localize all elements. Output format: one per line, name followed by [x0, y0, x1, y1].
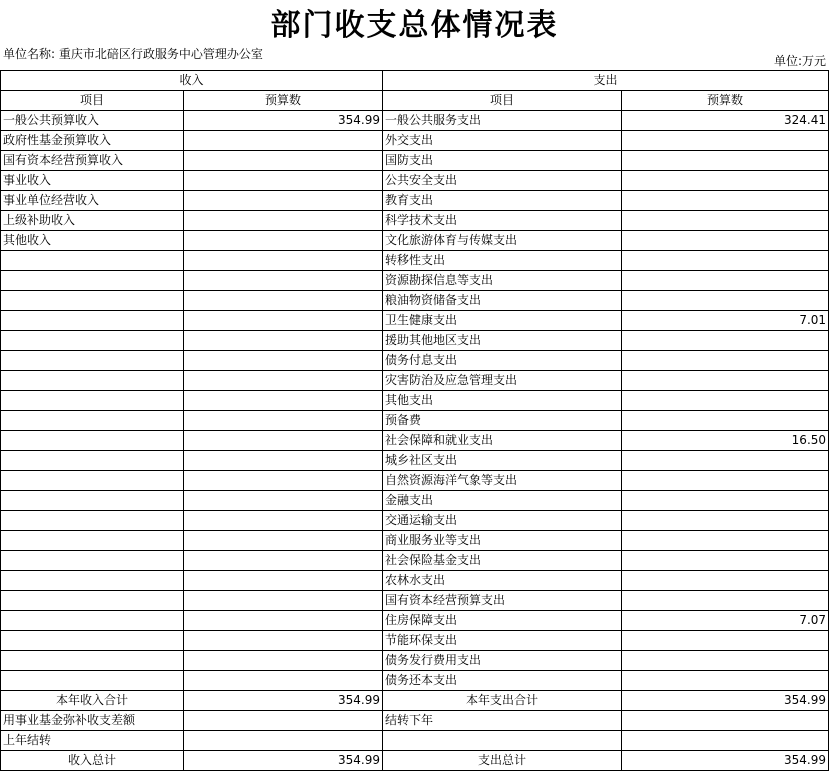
income-amount-cell: [184, 391, 383, 411]
table-row: [1, 191, 829, 211]
income-amount-cell: [184, 171, 383, 191]
expense-item-cell: 教育支出: [383, 191, 622, 211]
expense-amount-cell: [622, 511, 829, 531]
income-amount-cell: [184, 711, 383, 731]
expense-item-cell: [383, 731, 622, 751]
income-amount-cell: 354.99: [184, 111, 383, 131]
table-row: [1, 611, 829, 631]
summary-row: [1, 751, 829, 771]
income-item-cell: 一般公共预算收入: [1, 111, 184, 131]
expense-amount-cell: 324.41: [622, 111, 829, 131]
expense-amount-cell: 16.50: [622, 431, 829, 451]
summary-row: [1, 731, 829, 751]
expense-amount-cell: [622, 331, 829, 351]
income-amount-cell: [184, 731, 383, 751]
income-section-header: 收入: [1, 71, 383, 91]
expense-item-cell: 本年支出合计: [383, 691, 622, 711]
income-amount-cell: [184, 531, 383, 551]
income-amount-cell: [184, 471, 383, 491]
expense-amount-cell: [622, 451, 829, 471]
income-amount-cell: [184, 671, 383, 691]
table-row: [1, 531, 829, 551]
expense-item-cell: 自然资源海洋气象等支出: [383, 471, 622, 491]
income-item-cell: [1, 631, 184, 651]
unit-label: 单位:万元: [773, 54, 826, 68]
expense-item-cell: 公共安全支出: [383, 171, 622, 191]
expense-item-cell: 债务付息支出: [383, 351, 622, 371]
expense-item-cell: 科学技术支出: [383, 211, 622, 231]
table-row: [1, 291, 829, 311]
income-item-cell: 上级补助收入: [1, 211, 184, 231]
income-amount-cell: [184, 571, 383, 591]
table-row: [1, 471, 829, 491]
income-amount-cell: [184, 371, 383, 391]
expense-amount-cell: [622, 571, 829, 591]
income-item-cell: 国有资本经营预算收入: [1, 151, 184, 171]
expense-amount-cell: [622, 171, 829, 191]
table-row: [1, 491, 829, 511]
income-amount-cell: [184, 271, 383, 291]
income-item-cell: [1, 311, 184, 331]
expense-amount-cell: 354.99: [622, 691, 829, 711]
expense-amount-cell: [622, 371, 829, 391]
income-amount-cell: [184, 351, 383, 371]
income-amount-cell: [184, 611, 383, 631]
table-row: [1, 511, 829, 531]
expense-item-cell: 农林水支出: [383, 571, 622, 591]
income-item-cell: [1, 331, 184, 351]
income-amount-cell: [184, 231, 383, 251]
expense-item-cell: 社会保障和就业支出: [383, 431, 622, 451]
expense-amount-cell: [622, 251, 829, 271]
expense-item-cell: 预备费: [383, 411, 622, 431]
income-item-cell: [1, 391, 184, 411]
table-row: [1, 351, 829, 371]
income-amount-cell: [184, 211, 383, 231]
expense-amount-cell: [622, 211, 829, 231]
budget-table: [0, 70, 829, 771]
table-row: [1, 671, 829, 691]
expense-item-cell: 支出总计: [383, 751, 622, 771]
expense-amount-cell: [622, 471, 829, 491]
expense-amount-cell: [622, 151, 829, 171]
expense-item-cell: 外交支出: [383, 131, 622, 151]
income-amount-cell: [184, 251, 383, 271]
expense-amount-cell: [622, 411, 829, 431]
table-row: [1, 311, 829, 331]
expense-item-cell: 转移性支出: [383, 251, 622, 271]
income-amount-cell: [184, 131, 383, 151]
table-row: [1, 631, 829, 651]
table-row: [1, 371, 829, 391]
income-item-cell: 事业单位经营收入: [1, 191, 184, 211]
expense-item-cell: 灾害防治及应急管理支出: [383, 371, 622, 391]
income-item-cell: [1, 431, 184, 451]
income-item-cell: [1, 451, 184, 471]
table-row: [1, 171, 829, 191]
expense-section-header: 支出: [383, 71, 829, 91]
expense-amount-cell: 354.99: [622, 751, 829, 771]
table-row: [1, 391, 829, 411]
table-row: [1, 251, 829, 271]
income-item-cell: [1, 651, 184, 671]
expense-amount-cell: [622, 531, 829, 551]
expense-amount-cell: [622, 591, 829, 611]
expense-item-cell: 债务发行费用支出: [383, 651, 622, 671]
income-item-cell: 事业收入: [1, 171, 184, 191]
income-amount-cell: 354.99: [184, 691, 383, 711]
table-row: [1, 111, 829, 131]
income-amount-cell: [184, 331, 383, 351]
table-row: [1, 211, 829, 231]
unit-name: 单位名称: 重庆市北碚区行政服务中心管理办公室: [3, 47, 263, 61]
table-row: [1, 651, 829, 671]
expense-item-cell: 粮油物资储备支出: [383, 291, 622, 311]
expense-item-cell: 社会保险基金支出: [383, 551, 622, 571]
expense-item-cell: 卫生健康支出: [383, 311, 622, 331]
income-item-cell: [1, 531, 184, 551]
income-amount-cell: 354.99: [184, 751, 383, 771]
income-amount-cell: [184, 411, 383, 431]
expense-item-header: 项目: [383, 91, 622, 111]
expense-item-cell: 住房保障支出: [383, 611, 622, 631]
expense-item-cell: 交通运输支出: [383, 511, 622, 531]
table-row: [1, 451, 829, 471]
table-row: [1, 551, 829, 571]
income-amount-cell: [184, 431, 383, 451]
table-row: [1, 591, 829, 611]
income-item-cell: [1, 291, 184, 311]
report-title: 部门收支总体情况表: [270, 8, 559, 43]
table-row: [1, 151, 829, 171]
table-row: [1, 571, 829, 591]
income-item-cell: [1, 411, 184, 431]
expense-amount-cell: [622, 491, 829, 511]
expense-amount-cell: 7.07: [622, 611, 829, 631]
expense-item-cell: 一般公共服务支出: [383, 111, 622, 131]
table-row: [1, 331, 829, 351]
income-amount-cell: [184, 491, 383, 511]
expense-amount-cell: [622, 351, 829, 371]
expense-amount-cell: [622, 231, 829, 251]
expense-amount-cell: [622, 271, 829, 291]
expense-amount-cell: [622, 671, 829, 691]
expense-item-cell: 援助其他地区支出: [383, 331, 622, 351]
expense-item-cell: 城乡社区支出: [383, 451, 622, 471]
income-item-cell: 上年结转: [1, 731, 184, 751]
income-item-header: 项目: [1, 91, 184, 111]
income-amount-cell: [184, 291, 383, 311]
income-amount-cell: [184, 511, 383, 531]
income-item-cell: [1, 271, 184, 291]
income-amount-cell: [184, 651, 383, 671]
table-row: [1, 231, 829, 251]
income-amount-cell: [184, 151, 383, 171]
income-item-cell: [1, 551, 184, 571]
summary-row: [1, 691, 829, 711]
expense-amount-cell: [622, 631, 829, 651]
expense-item-cell: 商业服务业等支出: [383, 531, 622, 551]
income-item-cell: [1, 671, 184, 691]
income-item-cell: 其他收入: [1, 231, 184, 251]
expense-amount-cell: [622, 711, 829, 731]
income-amount-cell: [184, 551, 383, 571]
expense-budget-header: 预算数: [622, 91, 829, 111]
expense-item-cell: 资源勘探信息等支出: [383, 271, 622, 291]
income-amount-cell: [184, 191, 383, 211]
income-item-cell: [1, 571, 184, 591]
expense-item-cell: 节能环保支出: [383, 631, 622, 651]
income-item-cell: [1, 611, 184, 631]
income-item-cell: 用事业基金弥补收支差额: [1, 711, 184, 731]
expense-item-cell: 国有资本经营预算支出: [383, 591, 622, 611]
income-item-cell: [1, 591, 184, 611]
expense-item-cell: 文化旅游体育与传媒支出: [383, 231, 622, 251]
expense-item-cell: 债务还本支出: [383, 671, 622, 691]
income-item-cell: 收入总计: [1, 751, 184, 771]
expense-amount-cell: [622, 551, 829, 571]
income-item-cell: [1, 351, 184, 371]
section-header-row: [1, 71, 829, 91]
expense-amount-cell: 7.01: [622, 311, 829, 331]
expense-item-cell: 国防支出: [383, 151, 622, 171]
income-item-cell: 政府性基金预算收入: [1, 131, 184, 151]
income-amount-cell: [184, 451, 383, 471]
income-item-cell: [1, 491, 184, 511]
expense-amount-cell: [622, 131, 829, 151]
expense-amount-cell: [622, 651, 829, 671]
income-item-cell: [1, 511, 184, 531]
income-item-cell: [1, 251, 184, 271]
income-item-cell: [1, 371, 184, 391]
table-row: [1, 131, 829, 151]
income-amount-cell: [184, 631, 383, 651]
table-row: [1, 431, 829, 451]
income-budget-header: 预算数: [184, 91, 383, 111]
expense-item-cell: 其他支出: [383, 391, 622, 411]
table-row: [1, 411, 829, 431]
income-amount-cell: [184, 591, 383, 611]
column-header-row: [1, 91, 829, 111]
expense-amount-cell: [622, 391, 829, 411]
expense-amount-cell: [622, 731, 829, 751]
expense-item-cell: 结转下年: [383, 711, 622, 731]
summary-row: [1, 711, 829, 731]
expense-amount-cell: [622, 191, 829, 211]
income-item-cell: 本年收入合计: [1, 691, 184, 711]
income-item-cell: [1, 471, 184, 491]
expense-amount-cell: [622, 291, 829, 311]
table-row: [1, 271, 829, 291]
income-amount-cell: [184, 311, 383, 331]
expense-item-cell: 金融支出: [383, 491, 622, 511]
